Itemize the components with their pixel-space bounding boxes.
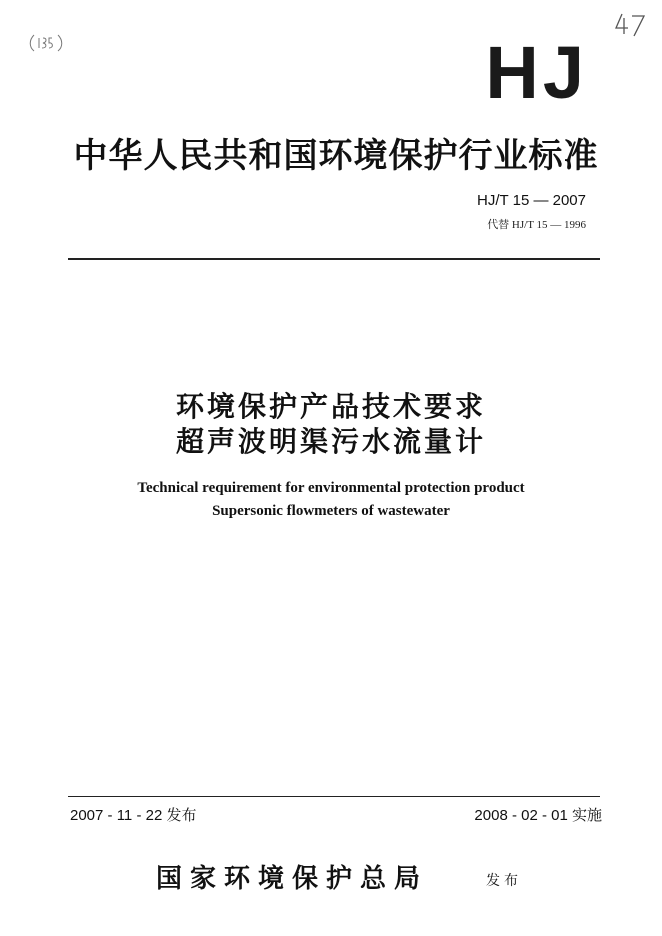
zh-title-line-1: 环境保护产品技术要求 [175,390,486,423]
hj-logo: HJ [485,31,588,114]
zh-title-line-2: 超声波明渠污水流量计 [175,425,486,458]
standard-number: HJ/T 15 — 2007 [477,192,586,209]
issue-date: 2007 - 11 - 22 发布 [70,807,197,824]
standard-replaces: 代替 HJ/T 15 — 1996 [487,219,586,231]
org-title: 中华人民共和国环境保护行业标准 [73,136,599,176]
bottom-divider [68,796,600,797]
issuer: 国家环境保护总局 [156,864,429,894]
handwritten-mark-topright [612,10,648,38]
en-title-line-2: Supersonic flowmeters of wastewater [212,503,450,519]
implementation-date: 2008 - 02 - 01 实施 [474,807,602,824]
handwritten-mark-topleft [28,32,64,54]
top-divider [68,258,600,260]
en-title-line-1: Technical requirement for environmental protection product [137,480,525,496]
issuer-suffix: 发布 [486,873,522,889]
